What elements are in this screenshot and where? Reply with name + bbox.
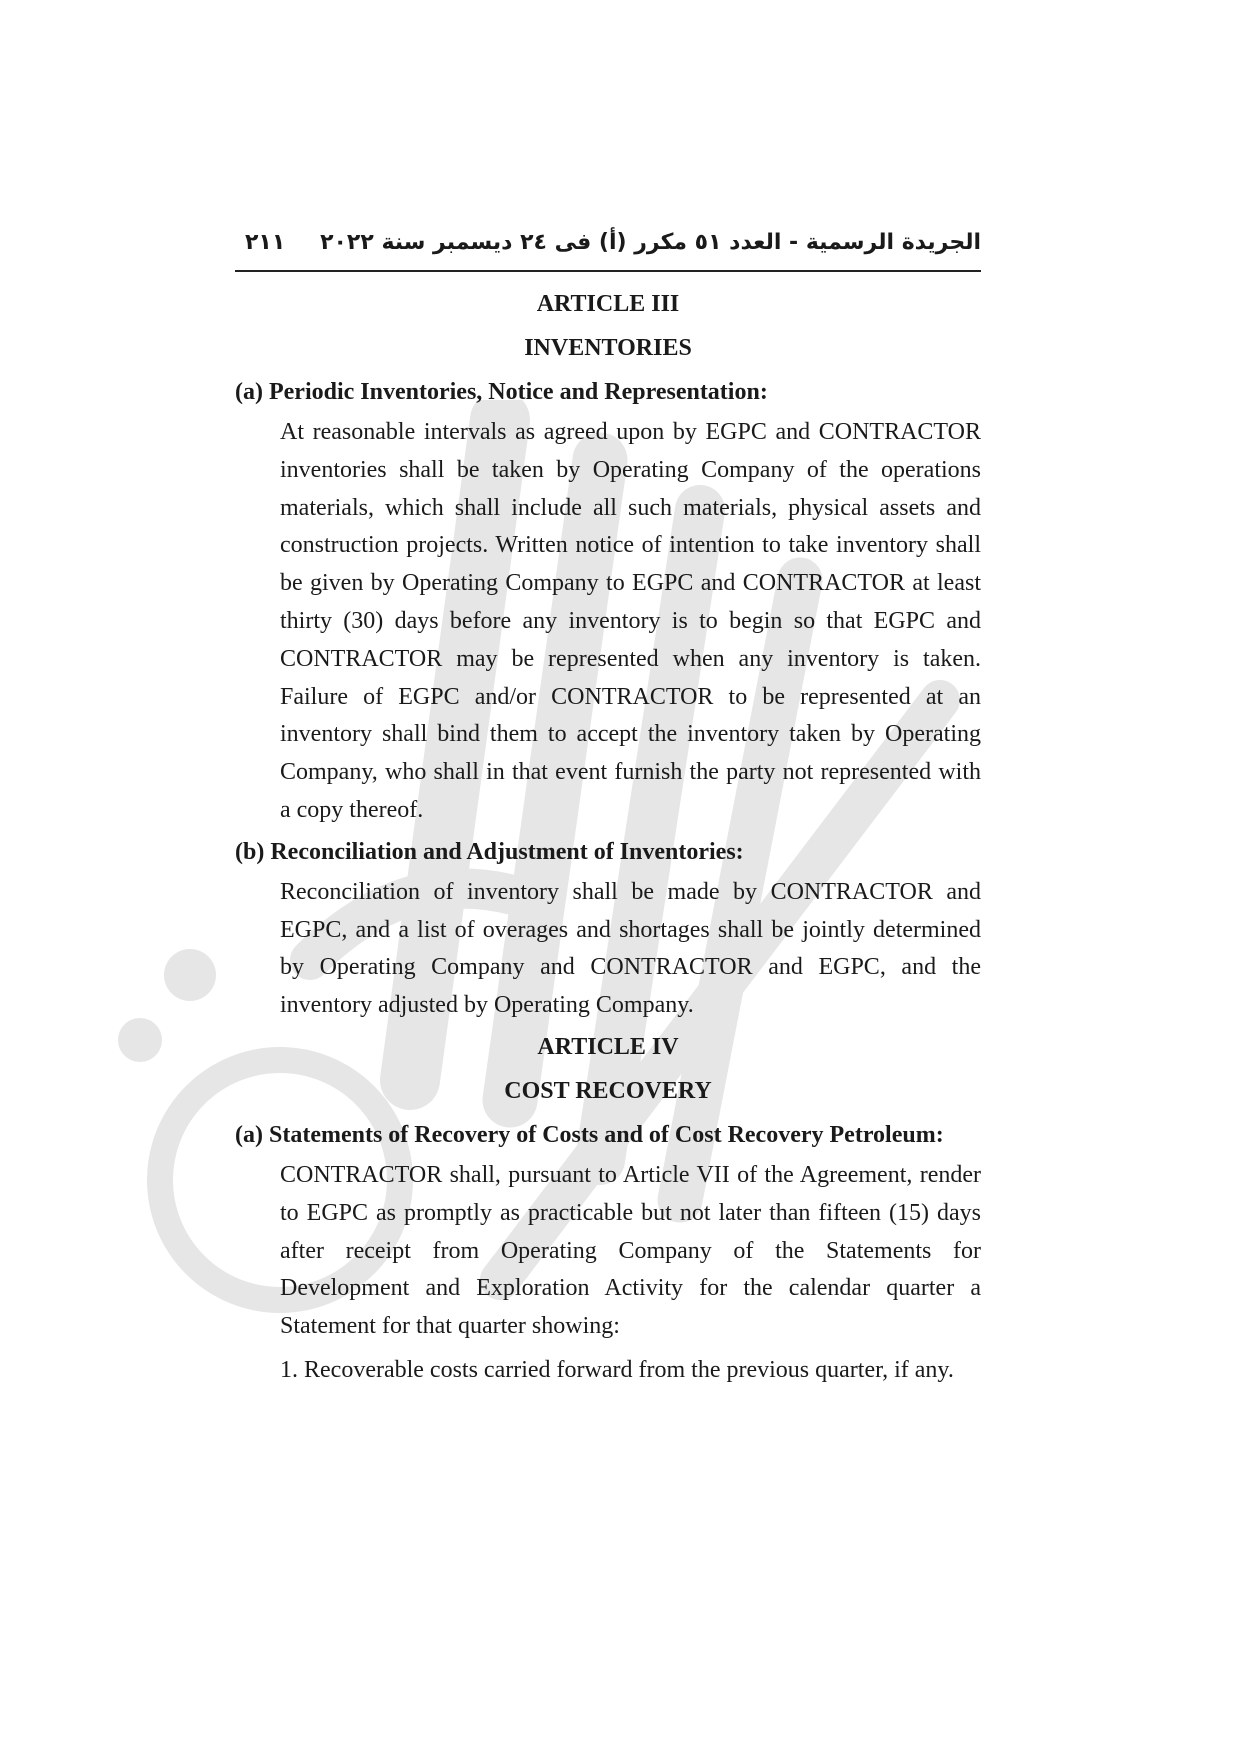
article-3-section-b-heading: (b) Reconciliation and Adjustment of Inventories:	[235, 838, 744, 865]
page-number: ٢١١	[245, 230, 286, 255]
document-page	[235, 230, 981, 1390]
article-3-section-a-paragraph: At reasonable intervals as agreed upon by EGPC and CONTRACTOR inventories shall be taken by Operating Company of the operations materials, which shall include all such materials, physical assets and construction projects. Written notice of intention to take inventory shall be given by Operating Company to EGPC and CONTRACTOR at least thirty (30) days before any inventory is to begin so that EGPC and CONTRACTOR may be represented when any inventory is taken. Failure of EGPC and/or CONTRACTOR to be represented at an inventory shall bind them to accept the inventory taken by Operating Company, who shall in that event furnish the party not represented with a copy thereof.	[280, 419, 981, 823]
article-3-section-b-paragraph: Reconciliation of inventory shall be made by CONTRACTOR and EGPC, and a list of overages and shortages shall be jointly determined by Operating Company and CONTRACTOR and EGPC, and the inventory adjusted by Operating Company.	[280, 878, 981, 1019]
article-4-subtitle: COST RECOVERY	[504, 1077, 712, 1104]
article-4-section-a-paragraph: CONTRACTOR shall, pursuant to Article VII of the Agreement, render to EGPC as promptly as practicable but not later than fifteen (15) days after receipt from Operating Company of the Statements for Development and Exploration Activity for the calendar quarter a Statement for that quarter showing:	[280, 1161, 981, 1340]
page-header	[235, 230, 981, 272]
gazette-header-title: الجريدة الرسمية - العدد ٥١ مكرر (أ) فى ٢٤ ديسمبر سنة ٢٠٢٢	[320, 230, 981, 255]
article-3-subtitle: INVENTORIES	[524, 335, 692, 361]
article-4-section-a-heading: (a) Statements of Recovery of Costs and of Cost Recovery Petroleum:	[235, 1121, 944, 1148]
article-4-title: ARTICLE IV	[537, 1033, 679, 1060]
article-3-title: ARTICLE III	[536, 291, 680, 317]
list-item: 1. Recoverable costs carried forward from the previous quarter, if any.	[280, 1356, 954, 1383]
article-3-section-a-heading: (a) Periodic Inventories, Notice and Representation:	[235, 379, 768, 405]
